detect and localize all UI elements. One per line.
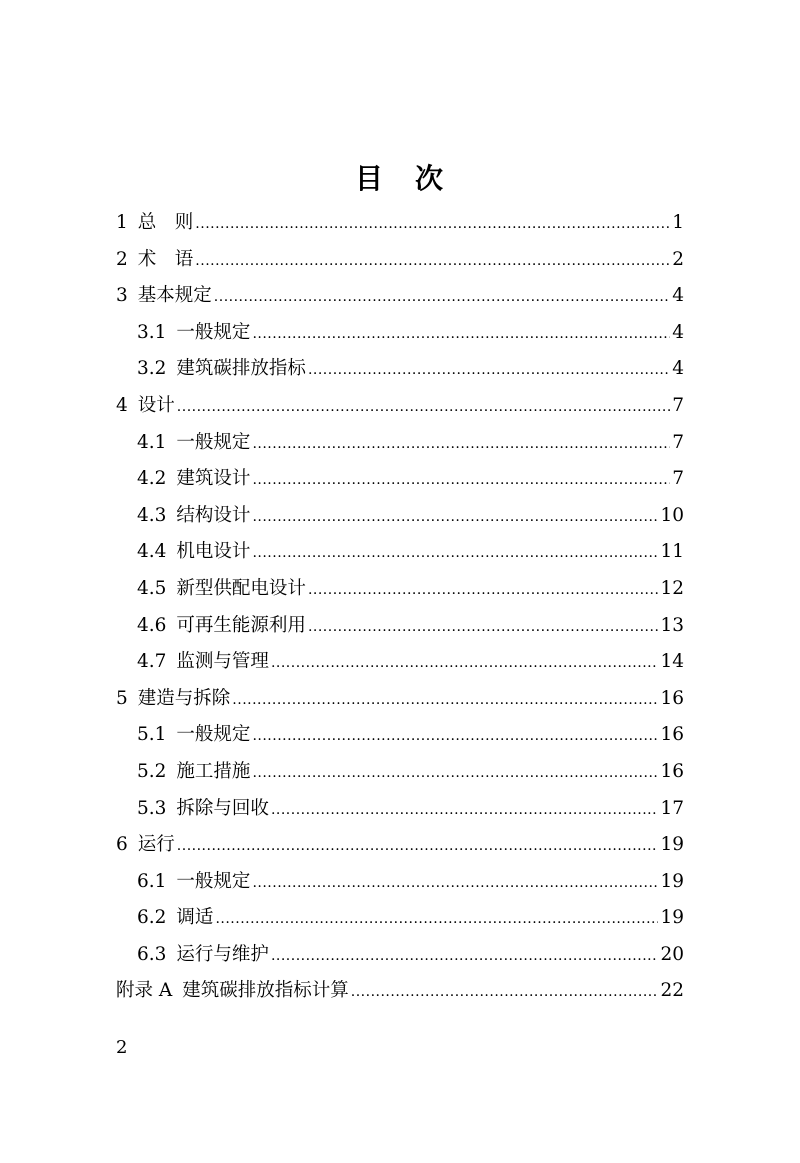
toc-dot-leader <box>271 792 659 829</box>
toc-entry-number: 2 <box>116 248 128 270</box>
toc-dot-leader <box>252 755 658 792</box>
toc-dot-leader <box>308 352 670 389</box>
toc-entry-page: 19 <box>660 834 684 856</box>
toc-entry-title: 建筑设计 <box>176 468 251 490</box>
toc-dot-leader <box>271 645 659 682</box>
toc-entry-title: 术 语 <box>137 248 194 270</box>
toc-entry[interactable] <box>116 937 684 974</box>
toc-entry-title: 基本规定 <box>137 285 212 307</box>
toc-entry-page: 17 <box>660 797 684 819</box>
toc-entry-title: 施工措施 <box>176 760 251 782</box>
toc-entry[interactable] <box>116 205 684 242</box>
toc-dot-leader <box>252 718 658 755</box>
toc-dot-leader <box>308 609 659 646</box>
toc-entry-title: 一般规定 <box>176 724 251 746</box>
toc-entry-page: 16 <box>660 724 684 746</box>
toc-entry-number: 4.7 <box>137 651 167 673</box>
toc-entry[interactable] <box>116 278 684 315</box>
page-number: 2 <box>116 1037 128 1058</box>
toc-entry-number: 6.3 <box>137 943 167 965</box>
table-of-contents <box>116 205 684 1010</box>
page-title: 目 次 <box>354 161 445 195</box>
toc-entry-title: 一般规定 <box>176 870 251 892</box>
toc-entry-title: 运行与维护 <box>176 943 269 965</box>
toc-entry[interactable] <box>116 388 684 425</box>
toc-entry[interactable] <box>116 461 684 498</box>
toc-entry-number: 3.2 <box>137 358 167 380</box>
toc-dot-leader <box>177 389 670 426</box>
toc-dot-leader <box>308 572 659 609</box>
toc-entry-title: 新型供配电设计 <box>176 577 306 599</box>
toc-entry[interactable] <box>116 571 684 608</box>
toc-entry[interactable] <box>116 498 684 535</box>
toc-entry-title: 建筑碳排放指标计算 <box>182 980 349 1002</box>
toc-entry-page: 4 <box>672 321 684 343</box>
toc-entry-number: 3.1 <box>137 321 167 343</box>
toc-entry[interactable] <box>116 644 684 681</box>
toc-entry[interactable] <box>116 973 684 1010</box>
toc-entry[interactable] <box>116 351 684 388</box>
toc-entry-title: 运行 <box>137 834 175 856</box>
toc-entry-number: 5.3 <box>137 797 167 819</box>
toc-dot-leader <box>252 535 658 572</box>
toc-dot-leader <box>214 279 670 316</box>
toc-dot-leader <box>195 206 670 243</box>
toc-dot-leader <box>232 682 658 719</box>
toc-entry-number: 附录 A <box>116 980 173 1002</box>
toc-entry-page: 19 <box>660 870 684 892</box>
toc-entry-page: 12 <box>660 577 684 599</box>
toc-entry-number: 4.5 <box>137 577 167 599</box>
toc-entry-page: 16 <box>660 760 684 782</box>
toc-entry-page: 4 <box>672 358 684 380</box>
toc-entry-number: 1 <box>116 212 128 233</box>
toc-entry-title: 可再生能源利用 <box>176 614 306 636</box>
toc-dot-leader <box>351 974 659 1011</box>
toc-entry-number: 6.1 <box>137 870 167 892</box>
toc-entry-page: 13 <box>660 614 684 636</box>
toc-entry[interactable] <box>116 791 684 828</box>
toc-entry-page: 20 <box>660 943 684 965</box>
toc-entry[interactable] <box>116 754 684 791</box>
toc-entry-title: 监测与管理 <box>176 651 269 673</box>
toc-entry[interactable] <box>116 608 684 645</box>
toc-entry-title: 设计 <box>137 394 175 416</box>
toc-entry[interactable] <box>116 425 684 462</box>
toc-entry-number: 3 <box>116 285 128 307</box>
toc-dot-leader <box>252 316 670 353</box>
toc-entry[interactable] <box>116 864 684 901</box>
toc-entry-page: 4 <box>672 285 684 307</box>
toc-entry-number: 4.6 <box>137 614 167 636</box>
toc-entry-number: 6.2 <box>137 907 167 929</box>
toc-entry-page: 19 <box>660 907 684 929</box>
toc-dot-leader <box>252 499 658 536</box>
toc-dot-leader <box>252 426 670 463</box>
toc-entry-number: 4.3 <box>137 504 167 526</box>
toc-dot-leader <box>271 938 659 975</box>
toc-entry[interactable] <box>116 315 684 352</box>
toc-entry-page: 14 <box>660 651 684 673</box>
toc-entry[interactable] <box>116 242 684 279</box>
toc-entry-page: 7 <box>672 431 684 453</box>
toc-entry-page: 22 <box>660 980 684 1002</box>
toc-entry-title: 总 则 <box>137 212 194 233</box>
toc-entry-title: 拆除与回收 <box>176 797 269 819</box>
toc-entry[interactable] <box>116 534 684 571</box>
toc-dot-leader <box>177 828 659 865</box>
toc-entry[interactable] <box>116 900 684 937</box>
toc-entry-page: 16 <box>660 687 684 709</box>
toc-dot-leader <box>195 243 670 280</box>
toc-entry-page: 7 <box>672 394 684 416</box>
toc-entry-page: 11 <box>660 541 684 563</box>
toc-entry-title: 建造与拆除 <box>137 687 231 709</box>
toc-entry-number: 4.4 <box>137 541 167 563</box>
toc-entry-number: 5 <box>116 687 128 709</box>
toc-entry-number: 4.2 <box>137 468 167 490</box>
toc-entry-title: 建筑碳排放指标 <box>176 358 306 380</box>
toc-entry-number: 6 <box>116 834 128 856</box>
toc-entry-number: 4 <box>116 394 128 416</box>
toc-entry-title: 一般规定 <box>176 431 251 453</box>
toc-entry[interactable] <box>116 827 684 864</box>
toc-entry-page: 7 <box>672 468 684 490</box>
toc-entry[interactable] <box>116 717 684 754</box>
toc-entry-page: 1 <box>672 212 684 233</box>
toc-entry-title: 调适 <box>176 907 214 929</box>
toc-entry-page: 2 <box>672 248 684 270</box>
toc-dot-leader <box>252 865 658 902</box>
toc-entry-page: 10 <box>660 504 684 526</box>
toc-dot-leader <box>215 901 658 938</box>
toc-dot-leader <box>252 462 670 499</box>
toc-entry-title: 机电设计 <box>176 541 251 563</box>
toc-entry-title: 一般规定 <box>176 321 251 343</box>
toc-entry[interactable] <box>116 681 684 718</box>
toc-entry-number: 4.1 <box>137 431 167 453</box>
toc-entry-number: 5.2 <box>137 760 167 782</box>
toc-entry-title: 结构设计 <box>176 504 251 526</box>
toc-entry-number: 5.1 <box>137 724 167 746</box>
